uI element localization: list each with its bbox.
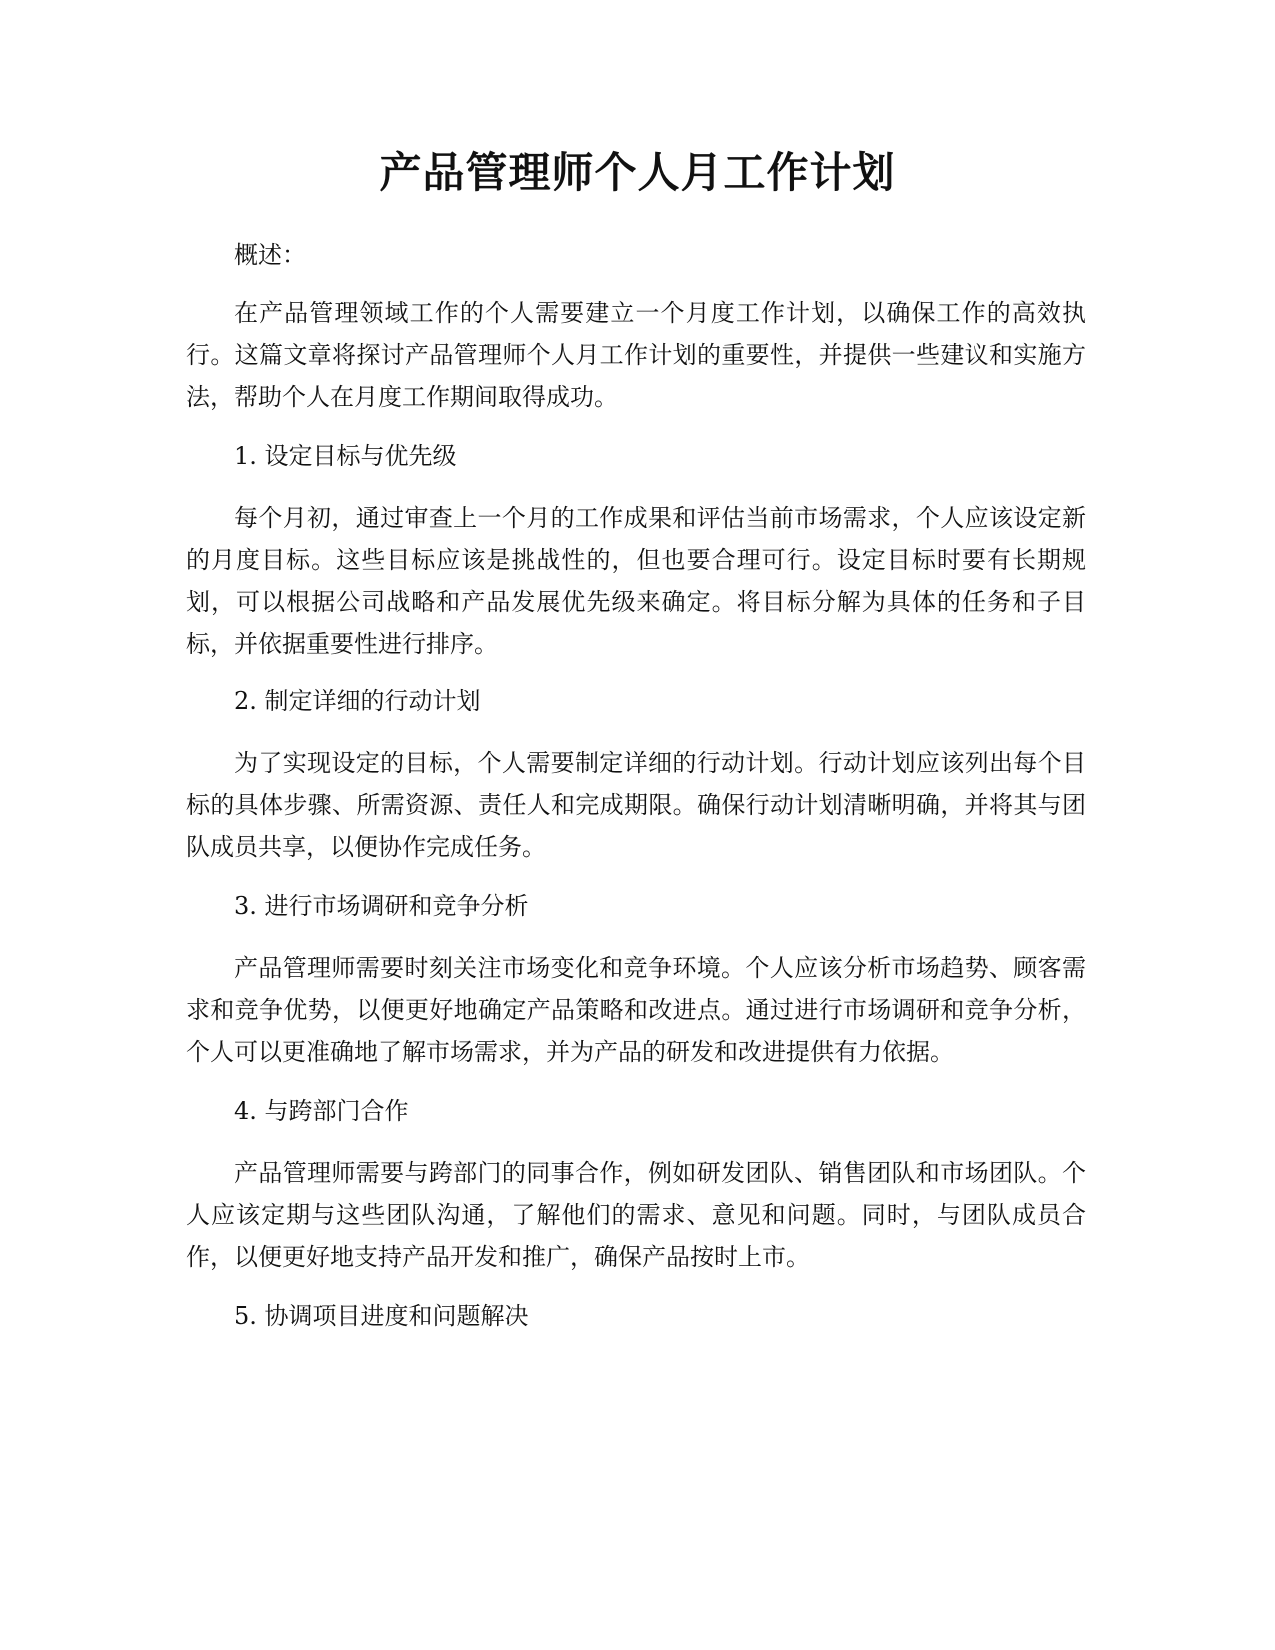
section-paragraph-4: 产品管理师需要与跨部门的同事合作，例如研发团队、销售团队和市场团队。个人应该定期与这些团队沟通，了解他们的需求、意见和问题。同时，与团队成员合作，以便更好地支持产品开发和推广，确保产品按时上市。 (186, 1159, 1086, 1271)
section-paragraph-2: 为了实现设定的目标，个人需要制定详细的行动计划。行动计划应该列出每个目标的具体步骤、所需资源、责任人和完成期限。确保行动计划清晰明确，并将其与团队成员共享，以便协作完成任务。 (186, 749, 1086, 861)
section-paragraph-3: 产品管理师需要时刻关注市场变化和竞争环境。个人应该分析市场趋势、顾客需求和竞争优势，以便更好地确定产品策略和改进点。通过进行市场调研和竞争分析，个人可以更准确地了解市场需求，并为产品的研发和改进提供有力依据。 (186, 954, 1086, 1066)
intro-paragraph: 在产品管理领域工作的个人需要建立一个月度工作计划，以确保工作的高效执行。这篇文章将探讨产品管理师个人月工作计划的重要性，并提供一些建议和实施方法，帮助个人在月度工作期间取得成功。 (186, 299, 1086, 411)
section-heading-5: 5. 协调项目进度和问题解决 (234, 1302, 529, 1330)
section-heading-4: 4. 与跨部门合作 (234, 1097, 409, 1125)
section-heading-1: 1. 设定目标与优先级 (234, 442, 457, 470)
overview-label: 概述： (234, 241, 306, 269)
section-heading-3: 3. 进行市场调研和竞争分析 (234, 892, 529, 920)
section-paragraph-1: 每个月初，通过审查上一个月的工作成果和评估当前市场需求，个人应该设定新的月度目标。这些目标应该是挑战性的，但也要合理可行。设定目标时要有长期规划，可以根据公司战略和产品发展优先级来确定。将目标分解为具体的任务和子目标，并依据重要性进行排序。 (186, 504, 1086, 658)
section-heading-2: 2. 制定详细的行动计划 (234, 687, 481, 715)
document-title: 产品管理师个人月工作计划 (379, 148, 896, 197)
